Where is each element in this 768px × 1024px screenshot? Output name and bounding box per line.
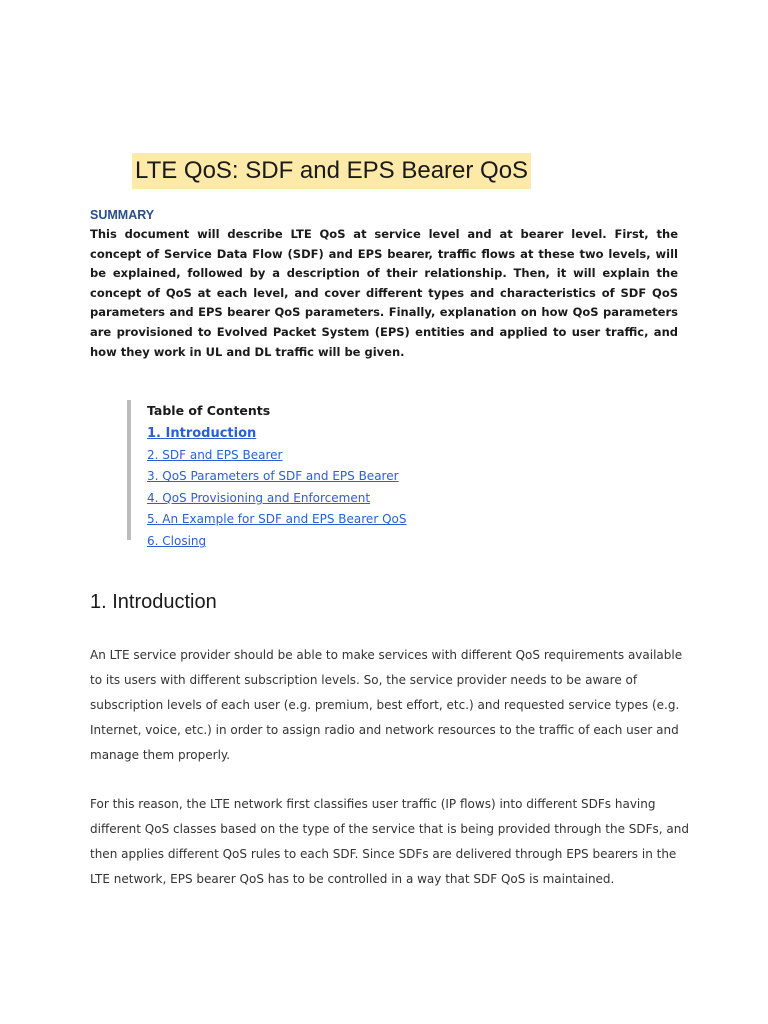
toc-link-qos-parameters[interactable]: 3. QoS Parameters of SDF and EPS Bearer: [147, 469, 399, 484]
toc-link-introduction[interactable]: 1. Introduction: [147, 426, 257, 441]
toc-list: [147, 422, 447, 552]
toc-item: [147, 487, 447, 509]
toc-title: Table of Contents: [147, 403, 271, 418]
toc-item: [147, 444, 447, 466]
toc-link-sdf-and-eps-bearer[interactable]: 2. SDF and EPS Bearer: [147, 447, 283, 462]
document-title: LTE QoS: SDF and EPS Bearer QoS: [132, 153, 531, 189]
table-of-contents: [127, 400, 447, 548]
toc-item: [147, 422, 447, 444]
toc-item: [147, 508, 447, 530]
toc-item: [147, 530, 447, 552]
introduction-paragraph-2: For this reason, the LTE network first classifies user traffic (IP flows) into different SDFs having different QoS classes based on the type of the service that is being provided through the SDFs, and then applies different QoS rules to each SDF. Since SDFs are delivered through EPS bearers in the LTE network, EPS bearer QoS has to be controlled in a way that SDF QoS is maintained.: [90, 797, 689, 886]
toc-link-example[interactable]: 5. An Example for SDF and EPS Bearer QoS: [147, 512, 407, 527]
summary-heading: SUMMARY: [90, 208, 155, 222]
toc-item: [147, 465, 447, 487]
toc-link-closing[interactable]: 6. Closing: [147, 533, 207, 548]
introduction-heading: 1. Introduction: [90, 591, 217, 613]
introduction-paragraph-1: An LTE service provider should be able to make services with different QoS requirements available to its users with different subscription levels. So, the service provider needs to be aware of subscription levels of each user (e.g. premium, best effort, etc.) and requested service types (e.g. Internet, voice, etc.) in order to assign radio and network resources to the traffic of each user and manage them properly.: [90, 648, 683, 762]
summary-text: This document will describe LTE QoS at service level and at bearer level. First, the concept of Service Data Flow (SDF) and EPS bearer, traffic flows at these two levels, will be explained, followed by a description of their relationship. Then, it will explain the concept of QoS at each level, and cover different types and characteristics of SDF QoS parameters and EPS bearer QoS parameters. Finally, explanation on how QoS parameters are provisioned to Evolved Packet System (EPS) entities and applied to user traffic, and how they work in UL and DL traffic will be given.: [90, 227, 678, 359]
toc-link-qos-provisioning[interactable]: 4. QoS Provisioning and Enforcement: [147, 490, 371, 505]
